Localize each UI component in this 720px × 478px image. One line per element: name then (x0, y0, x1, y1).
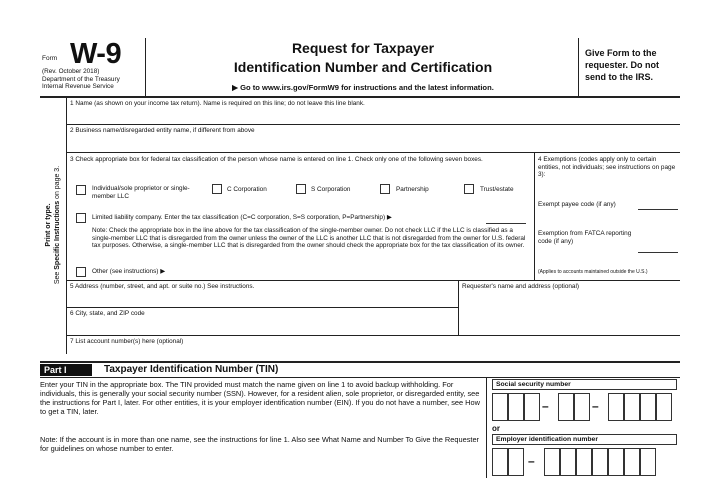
fatca-field[interactable] (638, 242, 678, 253)
ssn-dash: – (542, 399, 549, 413)
line7-account-field[interactable] (67, 345, 679, 359)
fatca-applies-note: (Applies to accounts maintained outside the U.S.) (538, 269, 648, 275)
llc-label: Limited liability company. Enter the tax classification (C=C corporation, S=S corporation, P=Partnership) ▶ (92, 214, 392, 221)
irs-url-instruction: ▶ Go to www.irs.gov/FormW9 for instructions and the latest information. (232, 83, 494, 92)
exempt-payee-label: Exempt payee code (if any) (538, 201, 616, 208)
trust-estate-checkbox[interactable] (464, 184, 474, 194)
c-corporation-label: C Corporation (227, 186, 267, 193)
form-header (40, 38, 680, 96)
line1-name-label: 1 Name (as shown on your income tax return). Name is required on this line; do not leave this line blank. (70, 100, 365, 107)
exemptions-heading: 4 Exemptions (codes apply only to certain entities, not individuals; see instructions on page 3): (538, 156, 676, 179)
line5-address-label: 5 Address (number, street, and apt. or suite no.) See instructions. (70, 283, 255, 290)
or-label: or (492, 424, 500, 433)
part1-instructions: Enter your TIN in the appropriate box. The TIN provided must match the name given on line 1 to avoid backup withholding. For individuals, this is generally your social security number (SSN). However, for a resident alien, sole proprietor, or disregarded entity, see the instructions for Part I, later. For other entities, it is your employer identification number (EIN). If you do not have a number, see How to get a TIN, later. (40, 380, 480, 416)
ein-digit[interactable] (508, 448, 524, 476)
requester-field[interactable] (460, 291, 678, 333)
ein-digit[interactable] (576, 448, 592, 476)
ssn-digit[interactable] (524, 393, 540, 421)
other-checkbox[interactable] (76, 267, 86, 277)
line3-classification-intro: 3 Check appropriate box for federal tax classification of the person whose name is entered on line 1. Check only one of the following seven boxes. (70, 156, 483, 163)
ssn-label-box (492, 379, 677, 390)
part1-title: Taxpayer Identification Number (TIN) (104, 364, 279, 375)
form-revision: (Rev. October 2018) (42, 68, 100, 75)
line6-city-field[interactable] (67, 318, 457, 334)
form-label: Form (42, 55, 58, 62)
ein-digit[interactable] (640, 448, 656, 476)
ein-digit-group[interactable] (492, 448, 677, 476)
form-title-line1: Request for Taxpayer (291, 40, 435, 56)
part1-note: Note: If the account is in more than one name, see the instructions for line 1. Also see What Name and Number To Give the Requester for guidelines on whose number to enter. (40, 435, 480, 453)
line1-name-field[interactable] (67, 108, 680, 124)
individual-checkbox[interactable] (76, 185, 86, 195)
ein-digit[interactable] (544, 448, 560, 476)
llc-tax-classification-field[interactable] (486, 213, 526, 224)
ssn-digit[interactable] (640, 393, 656, 421)
other-label: Other (see instructions) ▶ (92, 268, 166, 275)
line5-address-field[interactable] (67, 291, 457, 307)
form-title-line2: Identification Number and Certification (233, 59, 493, 75)
line6-city-label: 6 City, state, and ZIP code (70, 310, 145, 317)
ssn-digit[interactable] (558, 393, 574, 421)
llc-checkbox[interactable] (76, 213, 86, 223)
side-instructions-text: Print or type. See Specific Instructions on page 3. (45, 165, 61, 285)
partnership-checkbox[interactable] (380, 184, 390, 194)
part1-badge (40, 364, 92, 376)
ssn-dash: – (592, 399, 599, 413)
other-field[interactable] (190, 267, 530, 277)
line7-account-label: 7 List account number(s) here (optional) (70, 338, 184, 345)
line2-business-field[interactable] (67, 135, 680, 152)
exempt-payee-field[interactable] (638, 199, 678, 210)
ein-digit[interactable] (624, 448, 640, 476)
ssn-digit[interactable] (624, 393, 640, 421)
line2-business-label: 2 Business name/disregarded entity name, if different from above (70, 127, 255, 134)
ein-digit[interactable] (608, 448, 624, 476)
s-corporation-label: S Corporation (311, 186, 351, 193)
s-corporation-checkbox[interactable] (296, 184, 306, 194)
c-corporation-checkbox[interactable] (212, 184, 222, 194)
ssn-digit[interactable] (656, 393, 672, 421)
trust-estate-label: Trust/estate (480, 186, 514, 193)
ssn-digit[interactable] (508, 393, 524, 421)
irs-label: Internal Revenue Service (42, 83, 114, 90)
ssn-label: Social security number (496, 381, 571, 388)
ssn-digit[interactable] (492, 393, 508, 421)
ein-digit[interactable] (492, 448, 508, 476)
ein-digit[interactable] (592, 448, 608, 476)
ssn-digit[interactable] (574, 393, 590, 421)
individual-label: Individual/sole proprietor or single-member LLC (92, 185, 190, 200)
partnership-label: Partnership (396, 186, 429, 193)
ein-dash: – (528, 454, 535, 468)
print-or-type-label (40, 98, 66, 353)
llc-note: Note: Check the appropriate box in the line above for the tax classification of the single-member owner. Do not check LLC if the LLC is classified as a single-member LLC that is disregarded from the owner unless the owner of the LLC is another LLC that is not disregarded from the owner for U.S. federal tax purposes. Otherwise, a single-member LLC that is disregarded from the owner should check the appropriate box for the tax classification of its owner. (92, 227, 526, 250)
part1-label: Part I (44, 365, 67, 375)
ein-label-box (492, 434, 677, 445)
ein-label: Employer identification number (496, 436, 598, 443)
requester-label: Requester's name and address (optional) (462, 283, 580, 290)
department-label: Department of the Treasury (42, 76, 120, 83)
ssn-digit-group[interactable] (492, 393, 677, 421)
ssn-digit[interactable] (608, 393, 624, 421)
give-form-notice: Give Form to the requester. Do not send to the IRS. (585, 48, 660, 82)
ein-digit[interactable] (560, 448, 576, 476)
fatca-label: Exemption from FATCA reporting code (if any) (538, 230, 632, 245)
form-number: W-9 (70, 38, 122, 70)
